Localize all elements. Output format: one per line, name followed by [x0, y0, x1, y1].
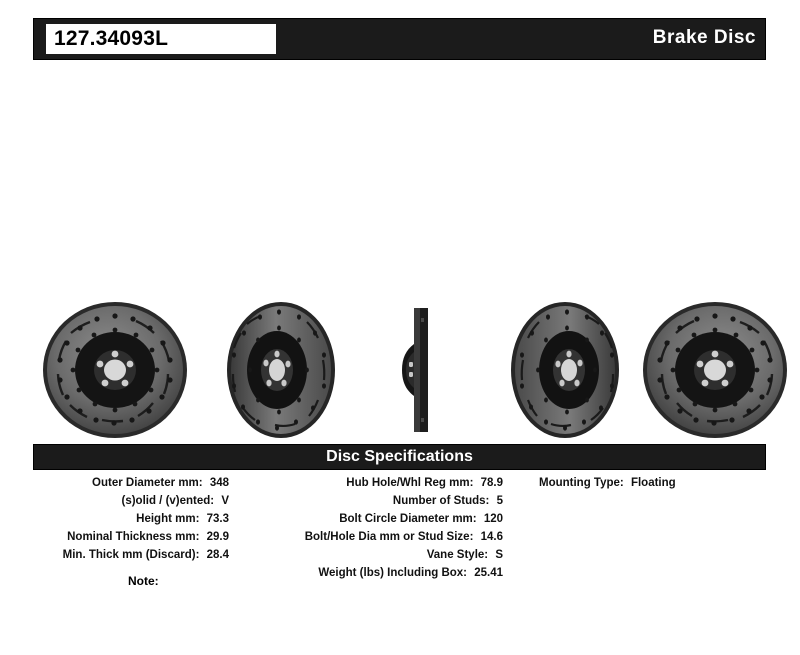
spec-row — [539, 474, 779, 492]
note-row — [128, 574, 159, 588]
spec-column-right — [539, 474, 779, 492]
spec-column-left — [33, 474, 229, 564]
spec-header-bar — [33, 444, 766, 470]
spec-value: Floating — [630, 477, 676, 489]
spec-label: Nominal Thickness mm: — [67, 531, 200, 543]
spec-value: 25.41 — [474, 567, 503, 579]
spec-value: 120 — [483, 513, 503, 525]
spec-label: Bolt/Hole Dia mm or Stud Size: — [304, 531, 474, 543]
spec-row — [253, 546, 503, 564]
spec-label: Outer Diameter mm: — [92, 477, 203, 489]
rotor-angled-left — [203, 300, 353, 440]
spec-row — [253, 492, 503, 510]
spec-label: Height mm: — [136, 513, 200, 525]
spec-row — [33, 546, 229, 564]
spec-row — [253, 510, 503, 528]
rotor-illustrations — [33, 300, 766, 440]
spec-header-title: Disc Specifications — [326, 448, 473, 465]
spec-row — [33, 528, 229, 546]
spec-value: 73.3 — [206, 513, 229, 525]
spec-row — [253, 564, 503, 582]
spec-label: Mounting Type: — [539, 477, 624, 489]
spec-value: 28.4 — [206, 549, 229, 561]
spec-label: Vane Style: — [426, 549, 489, 561]
spec-label: Weight (lbs) Including Box: — [318, 567, 468, 579]
spec-label: Number of Studs: — [392, 495, 490, 507]
spec-row — [33, 510, 229, 528]
part-number: 127.34093L — [46, 24, 276, 54]
spec-value: V — [221, 495, 229, 507]
spec-label: Hub Hole/Whl Reg mm: — [346, 477, 474, 489]
rotor-angled-right — [493, 300, 643, 440]
spec-value: 5 — [496, 495, 503, 507]
page-title: Brake Disc — [652, 27, 756, 48]
note-label: Note: — [128, 574, 159, 588]
spec-column-middle — [253, 474, 503, 582]
spec-value: 78.9 — [480, 477, 503, 489]
spec-row — [33, 492, 229, 510]
rotor-front-drilled-slotted — [33, 300, 198, 440]
rotor-edge-profile — [388, 300, 458, 440]
spec-value: 14.6 — [480, 531, 503, 543]
spec-value: 348 — [209, 477, 229, 489]
spec-label: Min. Thick mm (Discard): — [62, 549, 200, 561]
spec-row — [253, 474, 503, 492]
spec-label: Bolt Circle Diameter mm: — [339, 513, 477, 525]
spec-label: (s)olid / (v)ented: — [121, 495, 215, 507]
spec-body — [33, 470, 766, 620]
spec-row — [33, 474, 229, 492]
spec-row — [253, 528, 503, 546]
spec-value: S — [495, 549, 503, 561]
rotor-rear-drilled-slotted — [633, 300, 798, 440]
spec-value: 29.9 — [206, 531, 229, 543]
